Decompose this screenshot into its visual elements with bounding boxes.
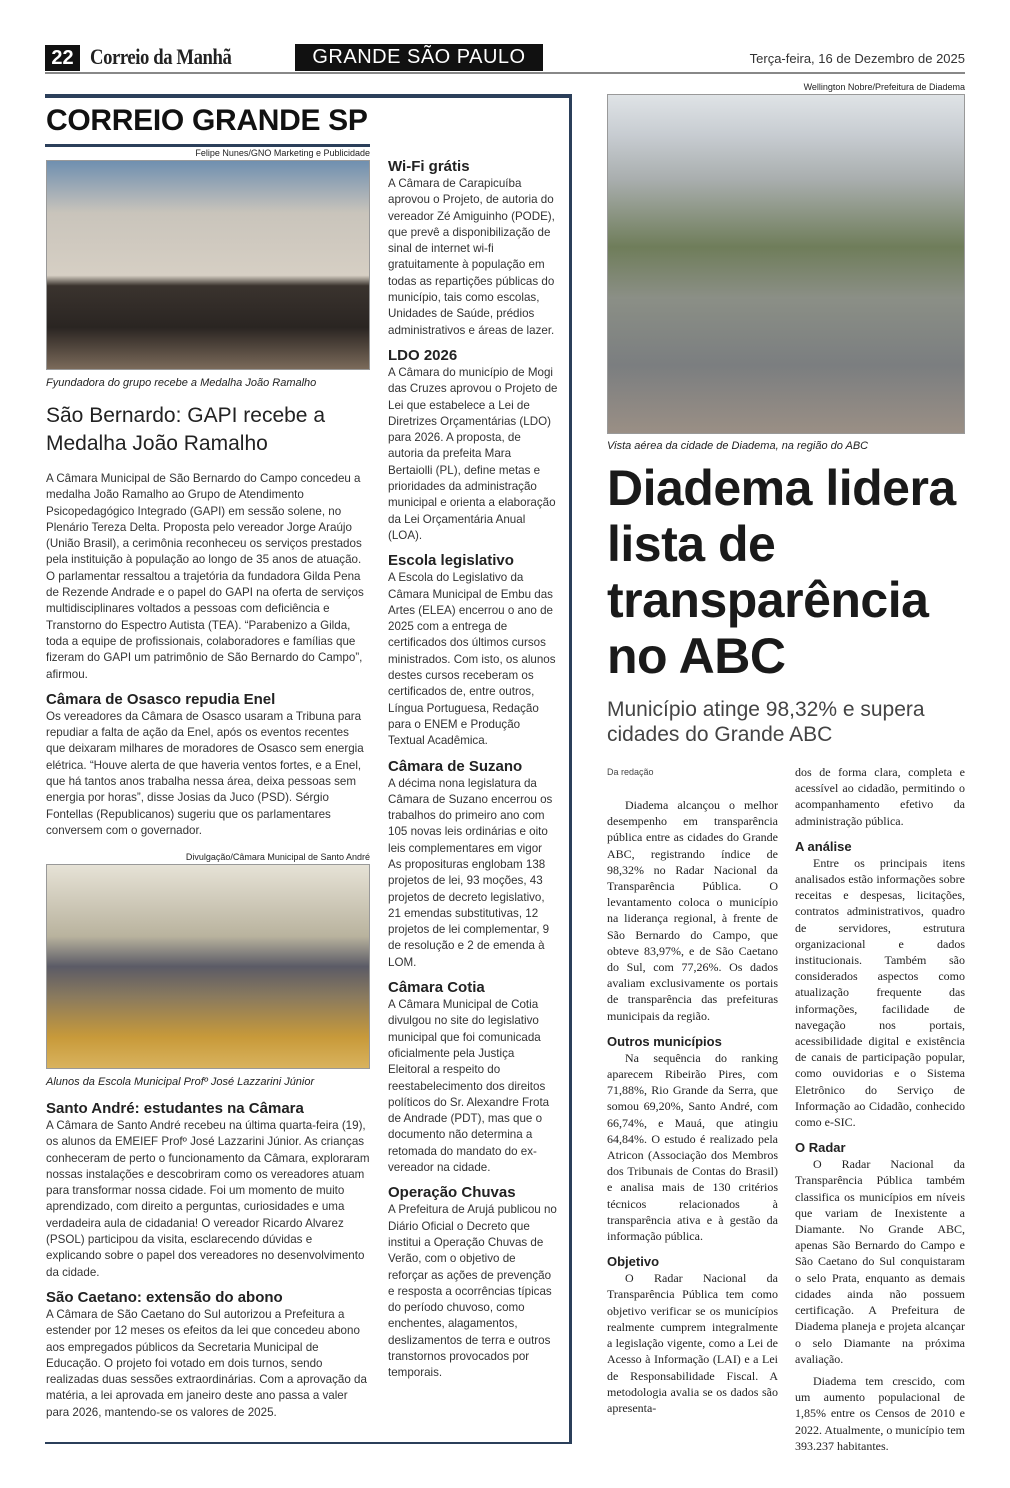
photo-credit: Wellington Nobre/Prefeitura de Diadema <box>803 82 965 92</box>
story-body: Os vereadores da Câmara de Osasco usaram a Tribuna para repudiar a falta de ação da Enel, após os eventos recentes que deixaram milhares de moradores de Osasco sem energia elétrica. “Houve alerta de que haveria ventos fortes, e a Enel, que há tantos anos trabalha nessa área, deixa pessoas sem energia por horas”, disse Josias da Juco (PSD). Sérgio Fontellas (Republicanos) sugeriu que os parlamentares conversem com o governador. <box>46 709 364 837</box>
briefs-column <box>388 154 558 1390</box>
section-title: GRANDE SÃO PAULO <box>295 44 543 71</box>
subheading: Objetivo <box>607 1254 660 1270</box>
main-body-col2 <box>795 764 965 1454</box>
story-headline: São Bernardo: GAPI recebe a Medalha João Ramalho <box>46 404 325 455</box>
box-title-rule <box>45 144 370 147</box>
brief-body: A Escola do Legislativo da Câmara Municipal de Embu das Artes (ELEA) encerrou o ano de 2025 com a entrega de certificados dos últimos cursos ministrados. Com isto, os alunos destes cursos receberam os certificados de, entre outros, Língua Portuguesa, Redação para o ENEM e Produção Textual Acadêmica. <box>388 571 556 748</box>
story-title: Câmara de Osasco repudia Enel <box>46 690 276 708</box>
brief-body: A Câmara do município de Mogi das Cruzes aprovou o Projeto de Lei que estabelece a Lei de Diretrizes Orçamentárias (LDO) para 2026. A proposta, de autoria da prefeita Mara Bertaiolli (PL), define metas e prioridades da administração municipal e orienta a elaboração da Lei Orçamentária Anual (LOA). <box>388 365 558 542</box>
brief-body: A Prefeitura de Arujá publicou no Diário Oficial o Decreto que institui a Operação Chuvas de Verão, com o objetivo de reforçar as ações de prevenção e resposta a ocorrências típicas do período chuvoso, como enchentes, alagamentos, deslizamentos de terra e outros transtornos provocados por temporais. <box>388 1203 557 1380</box>
aerial-city-photo <box>607 94 965 434</box>
main-body-col1 <box>607 797 778 1416</box>
brief-title: Wi-Fi grátis <box>388 158 470 175</box>
page-number: 22 <box>45 45 80 71</box>
main-headline: Diadema lidera lista de transparência no ABC <box>607 460 956 684</box>
main-subhead: Município atinge 98,32% e supera cidades do Grande ABC <box>607 698 925 746</box>
paragraph: dos de forma clara, completa e acessível ao cidadão, permitindo o acompanhamento efetivo da administração pública. <box>795 765 965 828</box>
issue-date: Terça-feira, 16 de Dezembro de 2025 <box>749 51 965 66</box>
brief-title: Escola legislativo <box>388 552 514 570</box>
story-title: Santo André: estudantes na Câmara <box>46 1100 304 1117</box>
subheading: Outros municípios <box>607 1033 722 1049</box>
ceremony-photo <box>46 160 370 370</box>
brief-body: A Câmara Municipal de Cotia divulgou no site do legislativo municipal que foi comunicada oficialmente pela Justiça Eleitoral a respeito do reestabelecimento dos direitos políticos do Sr. Alexandre Frota de Andrade (PDT), mas que o documento não determina a retomada do mandato do ex-vereador na cidade. <box>388 998 550 1175</box>
story-body: A Câmara Municipal de São Bernardo do Campo concedeu a medalha João Ramalho ao Grupo de Atendimento Psicopedagógico Integrado (GAPI) em sessão solene, no Plenário Tereza Delta. Proposta pelo vereador Jorge Araújo (União Brasil), a cerimônia reconheceu os serviços prestados pela instituição à população ao longo de 35 anos de atuação. O parlamentar ressaltou a trajetória da fundadora Gilda Pena de Rezende Andrade e o papel do GAPI na oferta de serviços multidisciplinares voltados a pessoas com deficiência e Transtorno do Espectro Autista (TEA). “Parabenizo a Gilda, toda a equipe de profissionais, colaboradores e famílias que fizeram do GAPI um patrimônio de São Bernardo do Campo”, afirmou. <box>46 472 364 681</box>
subheading: O Radar <box>795 1140 846 1156</box>
paragraph: Diadema tem crescido, com um aumento populacional de 1,85% entre os Censos de 2010 e 2022. Atualmente, o município tem 393.237 habitantes. <box>795 1373 965 1453</box>
story-title: São Caetano: extensão do abono <box>46 1288 283 1306</box>
paragraph: Na sequência do ranking aparecem Ribeirão Pires, com 71,88%, Rio Grande da Serra, que somou 69,20%, Santo André, com 66,74%, e Mauá, que atingiu 64,84%. O estudo é realizado pela Atricon (Associação dos Membros dos Tribunais de Contas do Brasil) e analisa mais de 130 critérios técnicos relacionados à transparência ativa e à gestão da informação pública. <box>607 1050 778 1244</box>
brief-title: Câmara de Suzano <box>388 757 523 775</box>
story-body: A Câmara de São Caetano do Sul autorizou a Prefeitura a estender por 12 meses os efeitos da lei que concedeu abono aos empregados públicos da Secretaria Municipal de Educação. O projeto foi votado em dois turnos, sendo realizadas duas sessões extraordinárias. Com a aprovação da matéria, a lei aprovada em janeiro deste ano passa a valer para 2026, mantendo-se os valores de 2025. <box>46 1307 367 1419</box>
photo-caption: Vista aérea da cidade de Diadema, na região do ABC <box>607 440 869 452</box>
students-photo <box>46 864 370 1069</box>
story-body: A Câmara de Santo André recebeu na última quarta-feira (19), os alunos da EMEIEF Profº José Lazzarini Júnior. As crianças conheceram de perto o funcionamento da Câmara, exploraram nossas instalações e descobriram como os vereadores atuam para transformar nossa cidade. Foi um momento de muito aprendizado, com direito a perguntas, curiosidades e uma verdadeira aula de cidadania! O vereador Ricardo Alvarez (PSOL) participou da visita, esclarecendo dúvidas e explicando sobre o papel dos vereadores no desenvolvimento da cidade. <box>46 1119 370 1279</box>
paragraph: O Radar Nacional da Transparência Pública também classifica os municípios em níveis que variam de Inexistente a Diamante. No Grande ABC, apenas São Bernardo do Campo e São Caetano do Sul conquistaram o selo Prata, enquanto as demais cidades ainda não possuem certificação. A Prefeitura de Diadema planeja e projeta alcançar o selo Diamante na próxima avaliação. <box>795 1157 965 1366</box>
paragraph: Entre os principais itens analisados estão informações sobre receitas e despesas, licitações, contratos administrativos, quadro de servidores, estrutura organizacional e dados institucionais. Também são considerados aspectos como atualização frequente das informações, facilidade de navegação nos portais, acessibilidade digital e existência de canais de participação popular, como ouvidorias e o Sistema Eletrônico do Serviço de Informação ao Cidadão, conhecido como e-SIC. <box>795 855 965 1130</box>
brief-title: LDO 2026 <box>388 346 458 364</box>
paragraph: O Radar Nacional da Transparência Pública tem como objetivo verificar se os municípios realmente cumprem integralmente a legislação vigente, como a Lei de Acesso à Informação (LAI) e a Lei de Responsabilidade Fiscal. A metodologia avalia se os dados são apresenta- <box>607 1271 778 1415</box>
photo-credit: Divulgação/Câmara Municipal de Santo André <box>185 852 370 862</box>
byline: Da redação <box>607 767 654 777</box>
brief-title: Câmara Cotia <box>388 979 485 997</box>
brief-title: Operação Chuvas <box>388 1184 516 1202</box>
photo-credit: Felipe Nunes/GNO Marketing e Publicidade <box>195 148 370 158</box>
newspaper-name: Correio da Manhã <box>90 44 232 69</box>
photo-caption: Alunos da Escola Municipal Profº José Lazzarini Júnior <box>46 1076 315 1088</box>
brief-body: A Câmara de Carapicuíba aprovou o Projeto, de autoria do vereador Zé Amiguinho (PODE), que prevê a disponibilização de sinal de internet wi-fi gratuitamente à população em todas as repartições públicas do município, tais como escolas, Unidades de Saúde, prédios administrativos e áreas de lazer. <box>388 177 555 337</box>
header-divider <box>45 72 965 74</box>
box-title: CORREIO GRANDE SP <box>46 104 368 137</box>
photo-caption: Fyundadora do grupo recebe a Medalha João Ramalho <box>46 377 317 389</box>
brief-body: A décima nona legislatura da Câmara de Suzano encerrou os trabalhos do primeiro ano com 105 novas leis ordinárias e oito leis complementares em vigor As proposituras englobam 138 projetos de lei, 93 moções, 43 projetos de decreto legislativo, 21 emendas substitutivas, 12 projetos de lei complementar, 9 de resolução e 2 de emenda à LOM. <box>388 776 553 969</box>
subheading: A análise <box>795 838 852 854</box>
paragraph: Diadema alcançou o melhor desempenho em transparência pública entre as cidades do Grande ABC, registrando índice de 98,32% no Radar Nacional da Transparência Pública. O levantamento coloca o município na liderança regional, à frente de São Bernardo do Campo, que obteve 83,97%, e de São Caetano do Sul, com 77,26%. Os dados avaliam exclusivamente os portais de transparência das prefeituras municipais da região. <box>607 798 778 1023</box>
